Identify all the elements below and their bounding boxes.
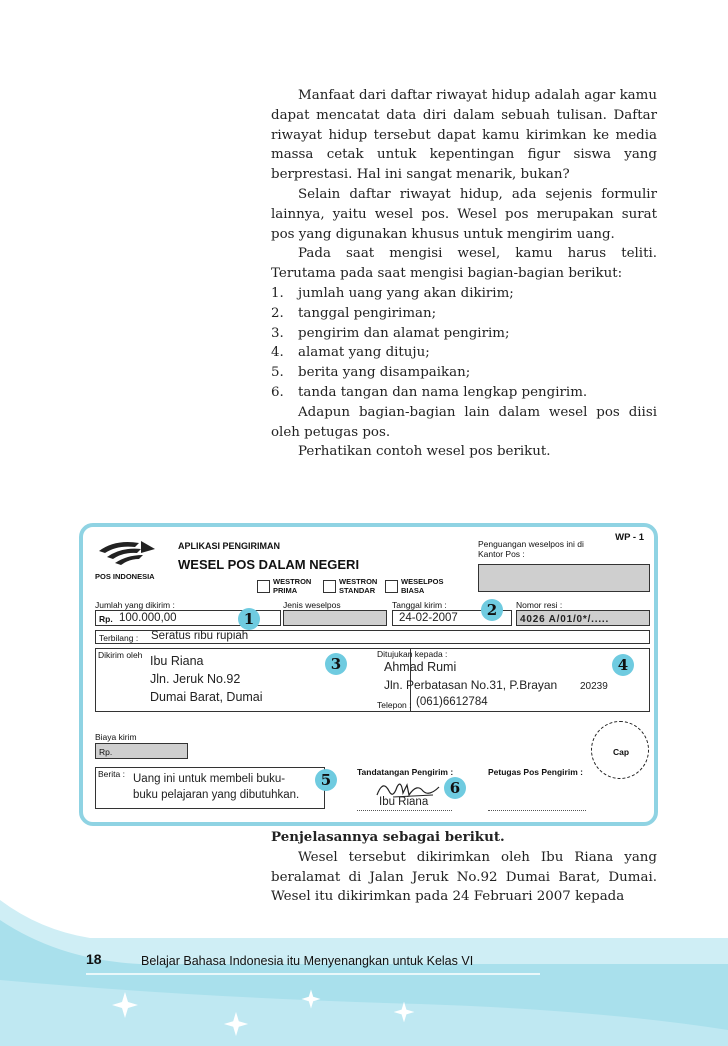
form-code: WP - 1: [615, 532, 644, 543]
list-item: [271, 383, 657, 403]
wesel-pos-form: [79, 523, 658, 826]
jumlah-label: Jumlah yang dikirim :: [95, 600, 175, 610]
list-number: 2.: [271, 305, 284, 321]
jenis-field[interactable]: [283, 610, 387, 626]
rp-label: Rp.: [99, 614, 113, 624]
nomor-label: Nomor resi :: [516, 600, 563, 610]
signer-name: Ibu Riana: [379, 796, 429, 808]
badge-1: 1: [238, 608, 260, 630]
badge-6: 6: [444, 777, 466, 799]
option-checkbox-westron-standar[interactable]: [323, 580, 336, 593]
recipient-address: Jln. Perbatasan No.31, P.Brayan: [384, 678, 558, 692]
resi-value: 4026 A/01/0*/.....: [520, 614, 610, 625]
logo-text: POS INDONESIA: [95, 572, 155, 581]
paragraph-5: Perhatikan contoh wesel pos berikut.: [298, 444, 551, 460]
signature-line: [357, 810, 452, 811]
berita-line-2: buku pelajaran yang dibutuhkan.: [133, 789, 300, 801]
sender-street: Jln. Jeruk No.92: [150, 672, 241, 686]
biaya-label: Biaya kirim: [95, 732, 137, 742]
list-item: [271, 343, 657, 363]
book-title: Belajar Bahasa Indonesia itu Menyenangkan untuk Kelas VI: [141, 954, 474, 968]
paragraph-6: Wesel tersebut dikirimkan oleh Ibu Riana yang beralamat di Jalan Jeruk No.92 Dumai Barat, Dumai. Wesel itu dikirimkan pada 24 Februari 2007 kepada: [271, 849, 657, 905]
list-item: [271, 324, 657, 344]
list-number: 1.: [271, 285, 284, 301]
penguangan-label: Penguangan weselpos ini di Kantor Pos :: [478, 539, 584, 559]
petugas-line: [488, 810, 586, 811]
paragraph-4: Adapun bagian-bagian lain dalam wesel pos diisi oleh petugas pos.: [271, 404, 657, 440]
option-label: WESTRON STANDAR: [339, 577, 378, 595]
page-number: 18: [86, 951, 102, 967]
list-text: berita yang disampaikan;: [298, 365, 471, 381]
badge-2: 2: [481, 599, 503, 621]
list-item: [271, 284, 657, 304]
option-checkbox-westron-prima[interactable]: [257, 580, 270, 593]
berita-line-1: Uang ini untuk membeli buku-: [133, 773, 286, 785]
list-number: 5.: [271, 365, 284, 381]
list-text: pengirim dan alamat pengirim;: [298, 325, 510, 341]
telepon-label: Telepon :: [377, 700, 412, 710]
star-icon: [222, 1010, 250, 1038]
list-item: [271, 363, 657, 383]
ditujukan-label: Ditujukan kepada :: [377, 649, 448, 659]
berita-label: Berita :: [98, 769, 125, 779]
list-text: jumlah uang yang akan dikirim;: [298, 285, 514, 301]
biaya-rp: Rp.: [99, 747, 113, 757]
badge-5: 5: [315, 769, 337, 791]
sender-city: Dumai Barat, Dumai: [150, 690, 263, 704]
app-label: APLIKASI PENGIRIMAN: [178, 541, 281, 551]
badge-3: 3: [325, 653, 347, 675]
penguangan-field[interactable]: [478, 564, 650, 592]
terbilang-label: Terbilang :: [99, 633, 139, 643]
recipient-name: Ahmad Rumi: [384, 660, 457, 674]
star-icon: [392, 1000, 416, 1024]
recipient-postcode: 20239: [580, 681, 608, 692]
tanggal-label: Tanggal kirim :: [392, 600, 447, 610]
star-icon: [300, 988, 322, 1010]
list-number: 3.: [271, 325, 284, 341]
numbered-list: [271, 284, 657, 403]
option-checkbox-weselpos-biasa[interactable]: [385, 580, 398, 593]
list-item: [271, 304, 657, 324]
paragraph-2: Selain daftar riwayat hidup, ada sejenis formulir lainnya, yaitu wesel pos. Wesel pos merupakan surat pos yang digunakan khusus untuk mengirim uang.: [271, 186, 657, 242]
badge-4: 4: [612, 654, 634, 676]
list-number: 4.: [271, 345, 284, 361]
option-label: WESELPOS BIASA: [401, 577, 444, 595]
intro-text: [271, 86, 657, 462]
date-value: 24-02-2007: [399, 612, 458, 624]
amount-value: 100.000,00: [119, 612, 177, 624]
terbilang-value: Seratus ribu rupiah: [151, 630, 249, 642]
list-text: tanda tangan dan nama lengkap pengirim.: [298, 384, 588, 400]
form-title: WESEL POS DALAM NEGERI: [178, 557, 360, 572]
list-text: alamat yang dituju;: [298, 345, 430, 361]
option-label: WESTRON PRIMA: [273, 577, 312, 595]
cap-label: Cap: [613, 747, 630, 757]
explanation-heading: Penjelasannya sebagai berikut.: [271, 829, 505, 845]
jenis-label: Jenis weselpos: [283, 600, 341, 610]
star-icon: [110, 990, 140, 1020]
phone-value: (061)6612784: [416, 696, 488, 708]
ttd-label: Tandatangan Pengirim :: [357, 767, 454, 777]
paragraph-3: Pada saat mengisi wesel, kamu harus teliti. Terutama pada saat mengisi bagian-bagian berikut:: [271, 246, 657, 282]
list-text: tanggal pengiriman;: [298, 305, 437, 321]
paragraph-1: Manfaat dari daftar riwayat hidup adalah agar kamu dapat mencatat data diri dalam sebuah tulisan. Daftar riwayat hidup tersebut dapat kamu kirimkan ke media massa cetak untuk kepentingan figur siswa yang berprestasi. Hal ini sangat menarik, bukan?: [271, 88, 657, 183]
sender-name: Ibu Riana: [150, 654, 204, 668]
list-number: 6.: [271, 384, 284, 400]
petugas-label: Petugas Pos Pengirim :: [488, 767, 583, 777]
dikirim-label: Dikirim oleh: [98, 650, 143, 660]
pos-indonesia-logo-icon: [95, 537, 159, 571]
